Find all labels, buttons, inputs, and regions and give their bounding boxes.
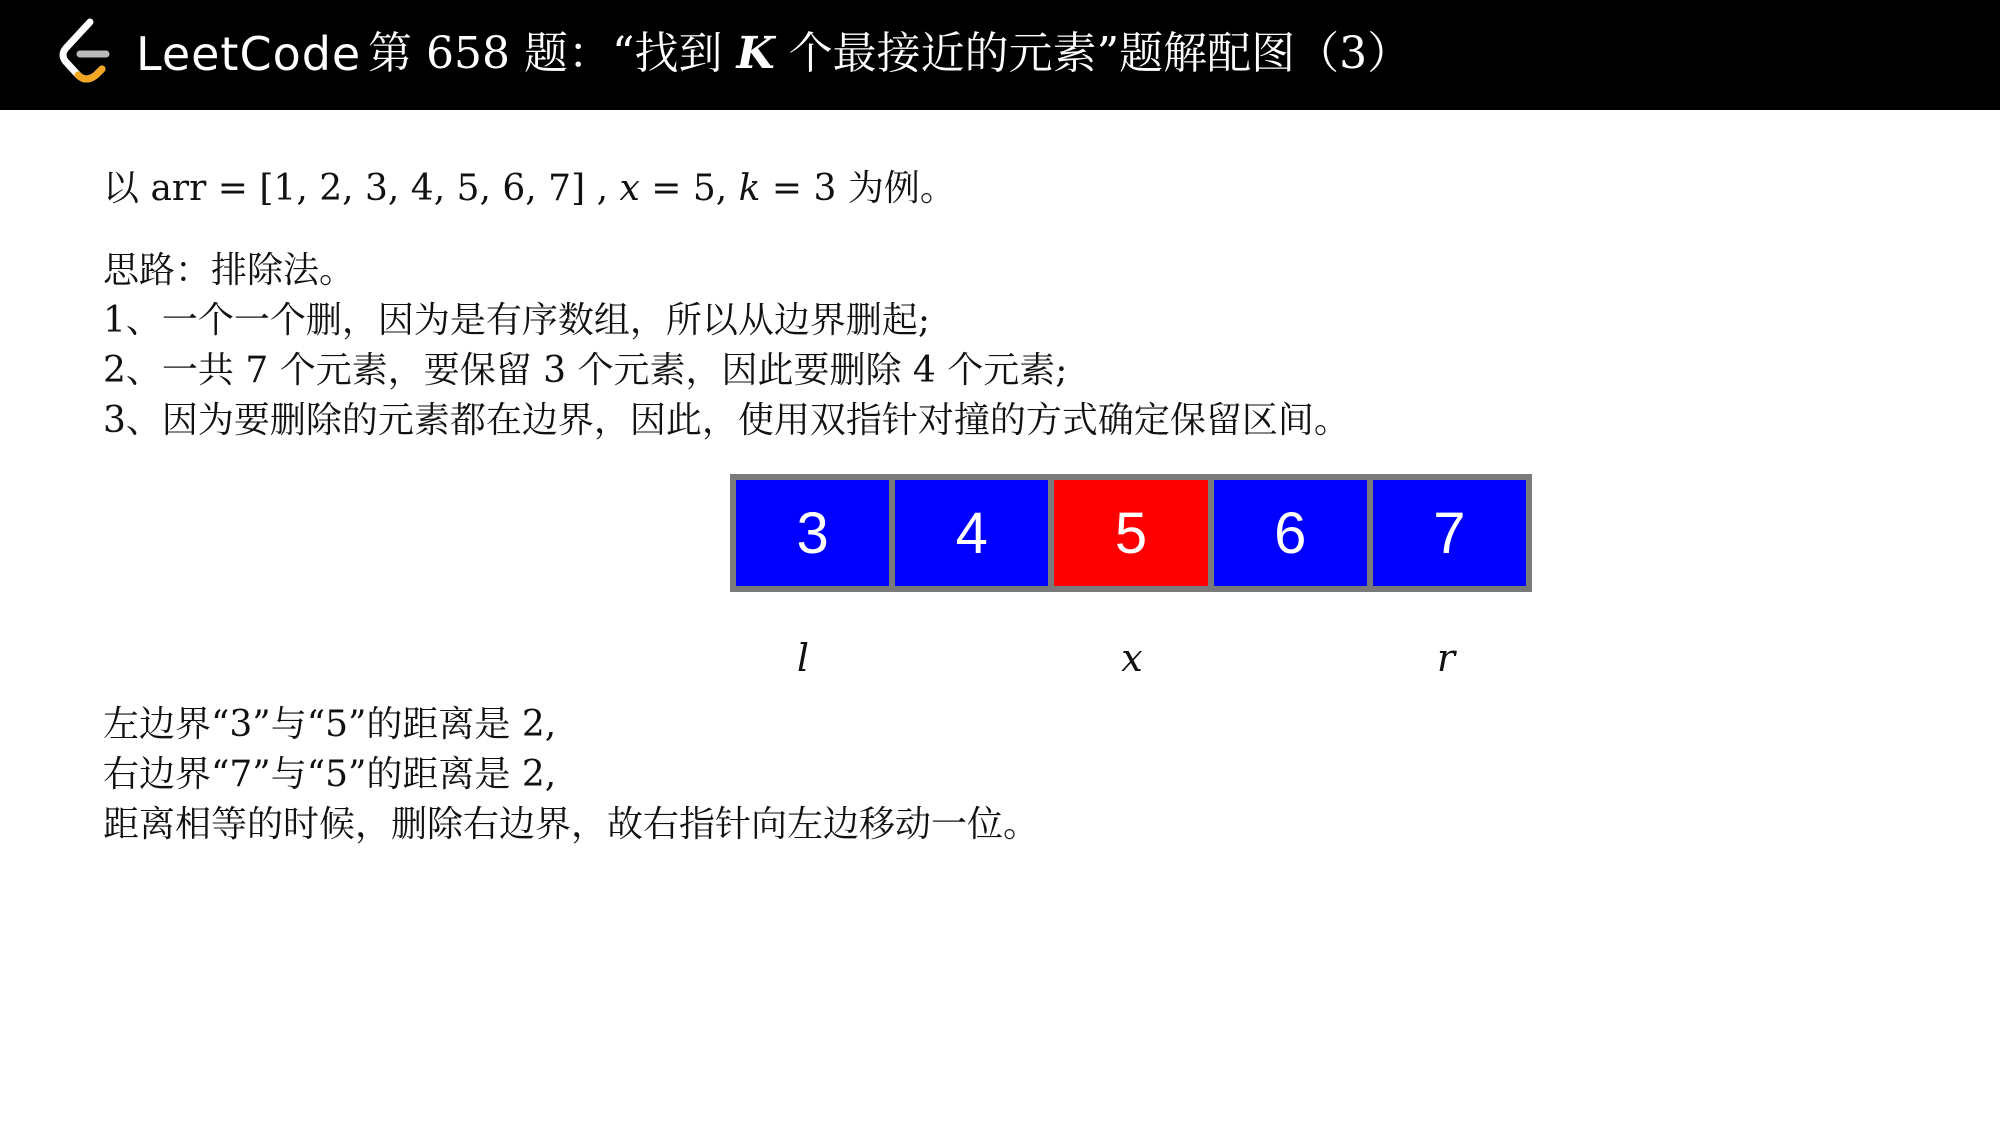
idea-line: 思路：排除法。 — [103, 250, 356, 291]
array-cell: 4 — [895, 480, 1048, 586]
conclusion-line: 右边界“7”与“5”的距离是 2, — [103, 754, 557, 795]
intro-suffix: 为例。 — [847, 168, 956, 209]
array-cell: 7 — [1373, 480, 1526, 586]
pointer-target: x — [1121, 636, 1143, 680]
conclusion-block — [103, 700, 1039, 850]
idea-line: 2、一共 7 个元素，要保留 3 个元素，因此要删除 4 个元素; — [103, 350, 1068, 391]
conclusion-line: 距离相等的时候，删除右边界，故右指针向左边移动一位。 — [103, 804, 1040, 845]
leetcode-logo-icon — [56, 18, 116, 86]
idea-line: 1、一个一个删，因为是有序数组，所以从边界删起; — [103, 300, 931, 341]
array-cell: 3 — [736, 480, 889, 586]
intro-k-val: = 3 — [760, 168, 848, 209]
conclusion-line: 左边界“3”与“5”的距离是 2, — [103, 704, 557, 745]
array-diagram — [730, 474, 1532, 592]
idea-line: 3、因为要删除的元素都在边界，因此，使用双指针对撞的方式确定保留区间。 — [103, 400, 1350, 441]
pointer-right: r — [1436, 636, 1456, 680]
intro-arr: arr = [1, 2, 3, 4, 5, 6, 7] , — [150, 168, 620, 209]
header-bar — [0, 0, 2000, 110]
title-suffix: 个最接近的元素”题解配图（3） — [774, 28, 1412, 79]
array-cell: 5 — [1054, 480, 1207, 586]
title-var: K — [736, 28, 775, 79]
intro-k-var: k — [738, 168, 761, 209]
intro-x-val: = 5, — [639, 168, 739, 209]
idea-block — [103, 246, 1350, 446]
title-prefix: 第 658 题：“找到 — [368, 28, 737, 79]
page-title — [368, 22, 1411, 86]
array-cell: 6 — [1214, 480, 1367, 586]
intro-line — [103, 164, 956, 214]
brand-name: LeetCode — [136, 27, 362, 81]
pointer-left: l — [796, 636, 810, 680]
intro-x-var: x — [619, 168, 640, 209]
intro-prefix: 以 — [103, 168, 151, 209]
